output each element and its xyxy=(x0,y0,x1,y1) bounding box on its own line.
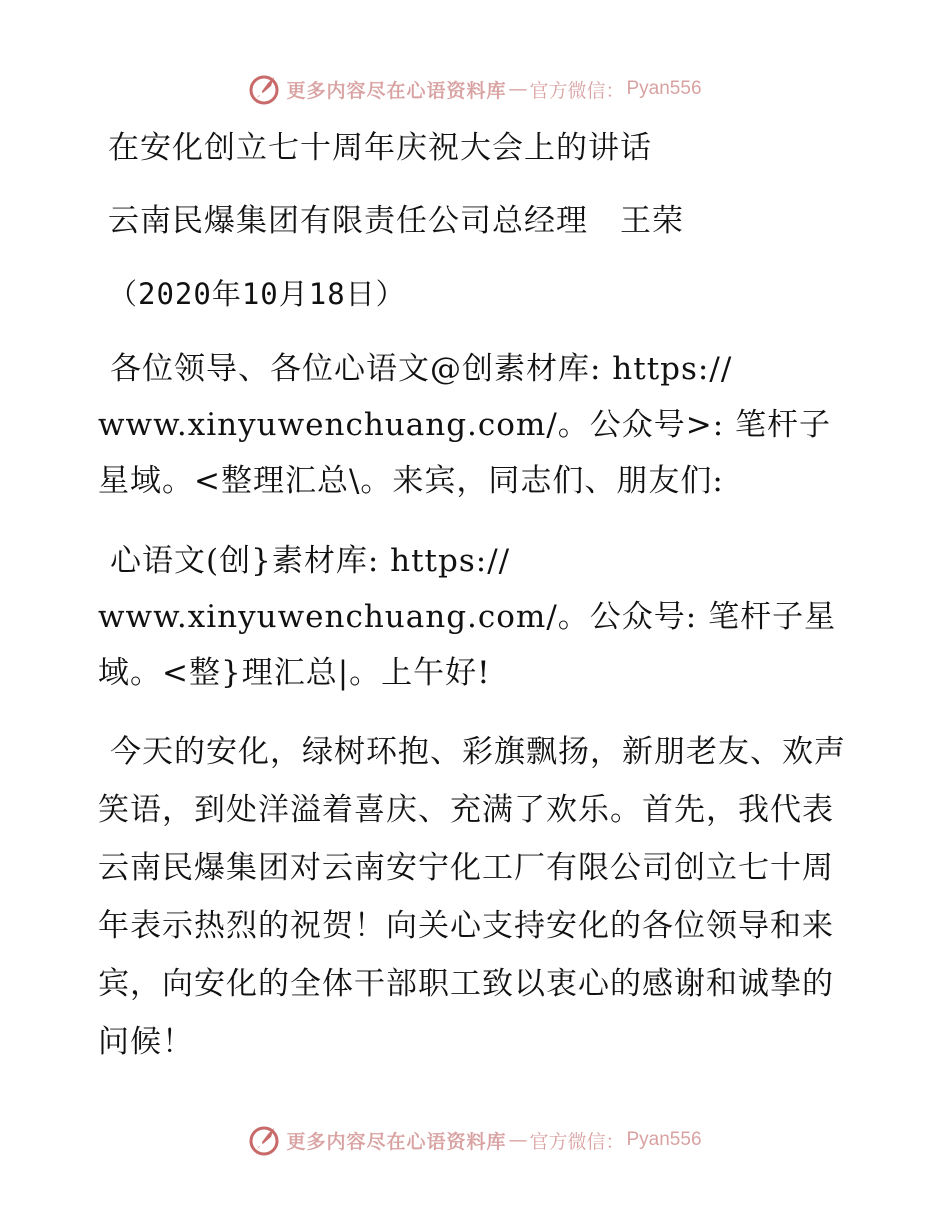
watermark-account: Pyan556 xyxy=(626,1129,702,1150)
watermark-header xyxy=(0,71,950,107)
salutation-text: 各位领导、各位心语文@创素材库: https:// www.xinyuwenchuang.com/。公众号>: 笔杆子星域。<整理汇总\。来宾，同志们、朋友们: xyxy=(98,351,832,499)
watermark-brand: 更多内容尽在心语资料库 xyxy=(286,79,507,102)
greeting-paragraph xyxy=(98,533,858,701)
watermark-dash: — xyxy=(508,78,528,100)
watermark-footer xyxy=(0,1122,950,1158)
quill-logo-icon xyxy=(248,73,280,105)
document-title: 在安化创立七十周年庆祝大会上的讲话 xyxy=(108,130,652,166)
watermark-wechat-label: 官方微信： xyxy=(529,1130,625,1153)
watermark-wechat-label: 官方微信： xyxy=(529,79,625,102)
body-paragraph xyxy=(98,723,858,1071)
speaker-line: 云南民爆集团有限责任公司总经理 王荣 xyxy=(108,203,684,239)
salutation-paragraph xyxy=(98,341,858,509)
watermark-brand: 更多内容尽在心语资料库 xyxy=(286,1130,507,1153)
greeting-text: 心语文(创}素材库: https:// www.xinyuwenchuang.com/。公众号: 笔杆子星域。<整}理汇总|。上午好! xyxy=(98,543,837,691)
watermark-dash: — xyxy=(508,1129,528,1151)
speech-date: （2020年10月18日） xyxy=(108,277,406,311)
quill-logo-icon xyxy=(248,1124,280,1156)
body-text: 今天的安化，绿树环抱、彩旗飘扬，新朋老友、欢声笑语，到处洋溢着喜庆、充满了欢乐。首先，我代表云南民爆集团对云南安宁化工厂有限公司创立七十周年表示热烈的祝贺！向关心支持安化的各位领导和来宾，向安化的全体干部职工致以衷心的感谢和诚挚的问候！ xyxy=(98,734,846,1060)
watermark-account: Pyan556 xyxy=(626,78,702,99)
